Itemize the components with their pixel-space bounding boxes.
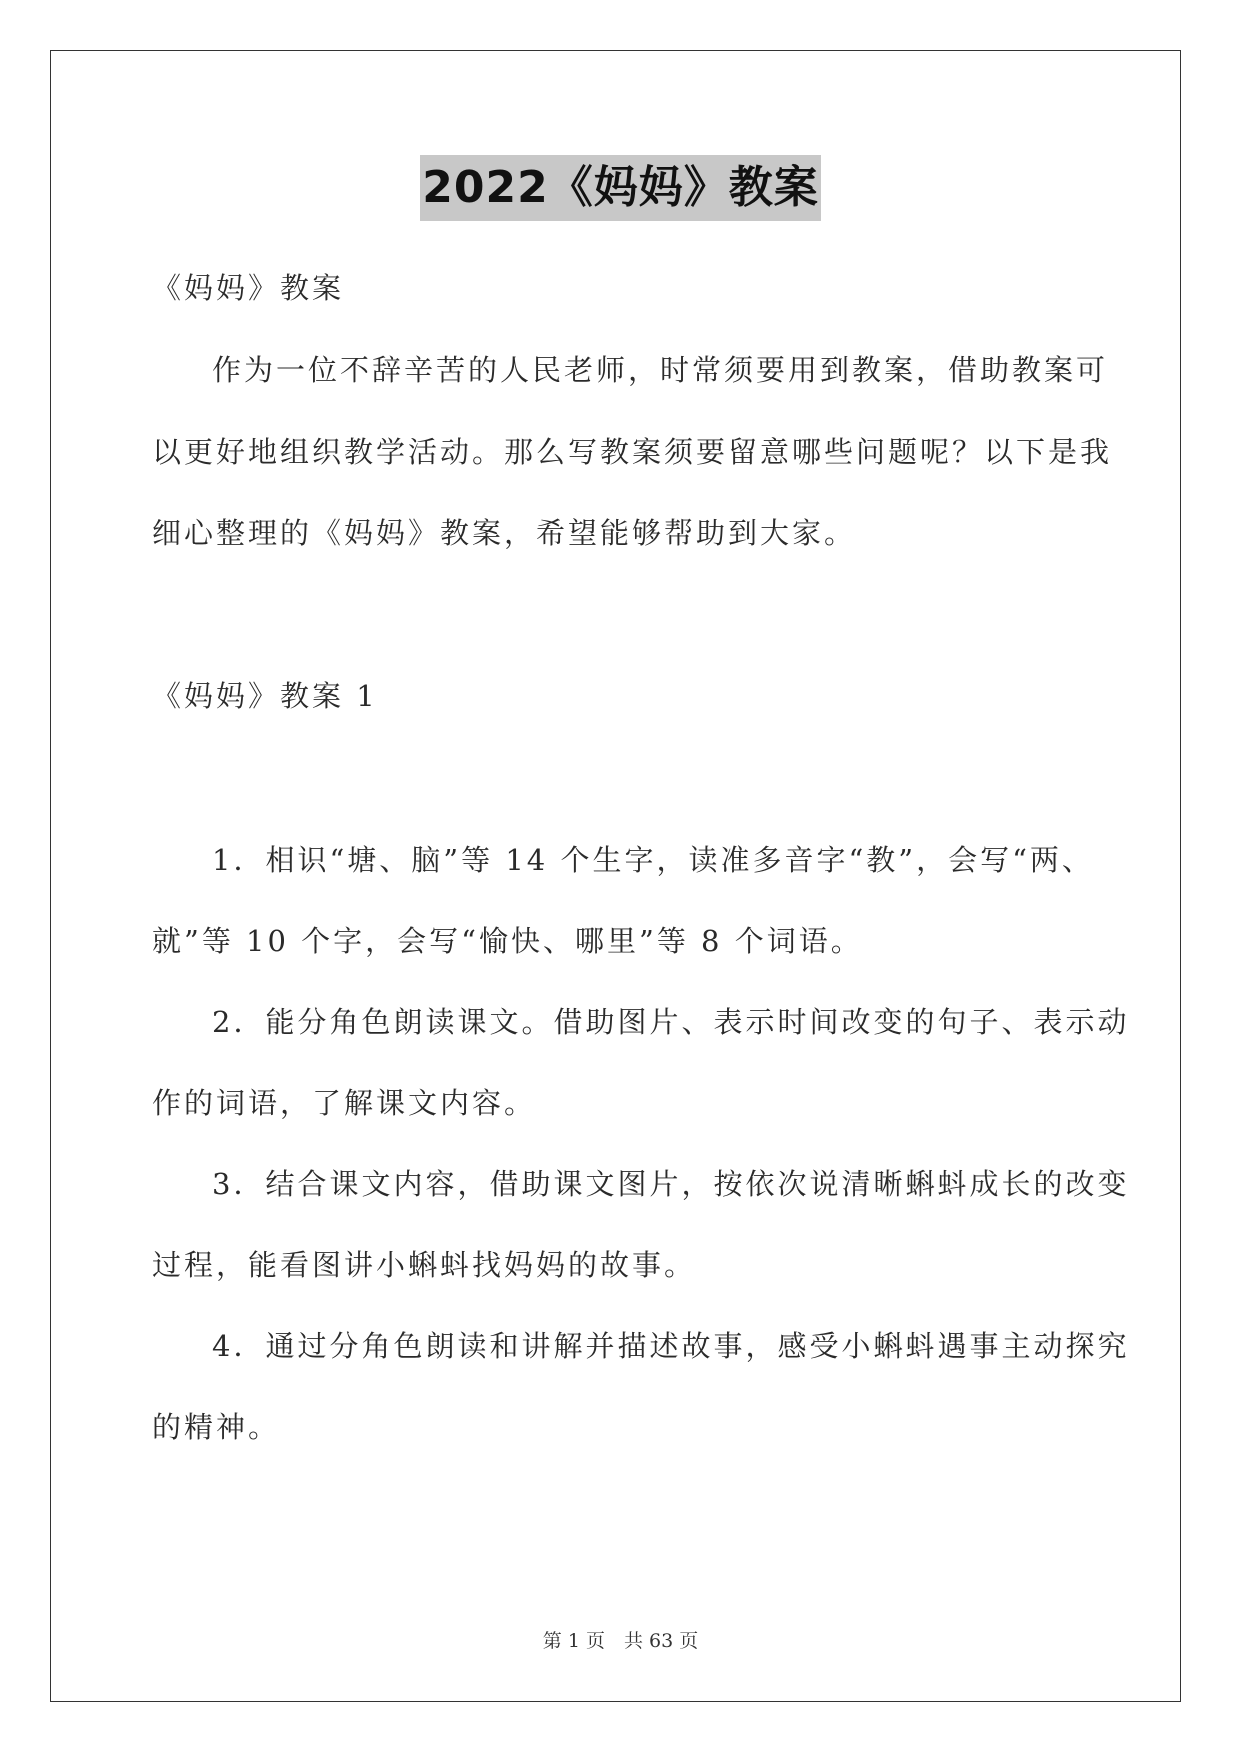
intro-line: 细心整理的《妈妈》教案，希望能够帮助到大家。 (152, 516, 857, 550)
objective-line: 就”等 10 个字，会写“愉快、哪里”等 8 个词语。 (152, 924, 863, 958)
objective-line: 的精神。 (152, 1410, 281, 1444)
intro-line: 以更好地组织教学活动。那么写教案须要留意哪些问题呢？以下是我 (152, 435, 1113, 469)
objective-line: 过程，能看图讲小蝌蚪找妈妈的故事。 (152, 1248, 697, 1282)
objective-line: 2．能分角色朗读课文。借助图片、表示时间改变的句子、表示动 (212, 1005, 1130, 1039)
section-heading: 《妈妈》教案 (152, 271, 345, 305)
objective-line: 3．结合课文内容，借助课文图片，按依次说清晰蝌蚪成长的改变 (212, 1167, 1130, 1201)
intro-line: 作为一位不辞辛苦的人民老师，时常须要用到教案，借助教案可 (212, 353, 1109, 387)
page-footer: 第 1 页 共 63 页 (542, 1630, 699, 1652)
section-heading: 《妈妈》教案 1 (152, 679, 378, 713)
document-title: 2022《妈妈》教案 (420, 155, 820, 221)
objective-line: 4．通过分角色朗读和讲解并描述故事，感受小蝌蚪遇事主动探究 (212, 1329, 1130, 1363)
title-wrap (0, 155, 1241, 221)
objective-line: 1．相识“塘、脑”等 14 个生字，读准多音字“教”，会写“两、 (212, 843, 1094, 877)
objective-line: 作的词语，了解课文内容。 (152, 1086, 537, 1120)
